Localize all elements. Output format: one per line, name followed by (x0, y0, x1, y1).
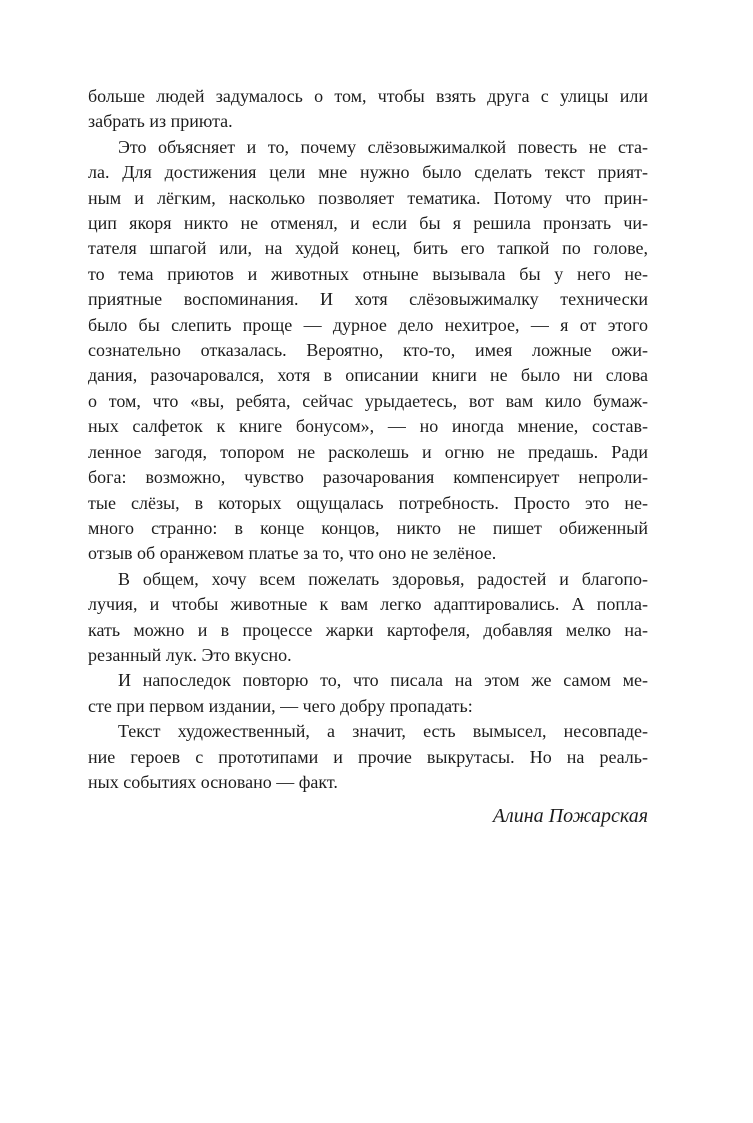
text-line: дания, разочаровался, хотя в описании книги не было ни слова (88, 365, 648, 386)
text-line: ла. Для достижения цели мне нужно было сделать текст прият- (88, 162, 648, 183)
text-line: ленное загодя, топором не расколешь и огню не предашь. Ради (88, 441, 648, 462)
paragraph (88, 719, 648, 795)
text-line: бога: возможно, чувство разочарования компенсирует непроли- (88, 467, 648, 488)
text-line: тые слёзы, в которых ощущалась потребность. Просто это не- (88, 492, 648, 513)
text-line: о том, что «вы, ребята, сейчас урыдаетесь, вот вам кило бумаж- (88, 390, 648, 411)
text-line: забрать из приюта. (88, 111, 233, 132)
author-signature: Алина Пожарская (492, 805, 648, 827)
text-line: ние героев с прототипами и прочие выкрутасы. Но на реаль- (88, 746, 648, 767)
text-line: ных событиях основано — факт. (88, 771, 338, 792)
text-line: И напоследок повторю то, что писала на этом же самом ме- (118, 670, 648, 691)
text-line: тателя шпагой или, на худой конец, бить его тапкой по голове, (88, 238, 648, 259)
body-text (88, 84, 648, 795)
text-line: лучия, и чтобы животные к вам легко адаптировались. А попла- (88, 594, 648, 615)
text-line: то тема приютов и животных отныне вызывала бы у него не- (88, 263, 648, 284)
paragraph (88, 84, 648, 135)
paragraph (88, 567, 648, 669)
text-line: приятные воспоминания. И хотя слёзовыжималку технически (88, 289, 648, 310)
text-line: сте при первом издании, — чего добру пропадать: (88, 695, 473, 716)
text-line: Это объясняет и то, почему слёзовыжималкой повесть не ста- (118, 136, 648, 157)
text-line: В общем, хочу всем пожелать здоровья, радостей и благопо- (118, 568, 648, 589)
text-line: кать можно и в процессе жарки картофеля, добавляя мелко на- (88, 619, 648, 640)
paragraph (88, 668, 648, 719)
paragraph (88, 135, 648, 567)
text-line: цип якоря никто не отменял, и если бы я решила пронзать чи- (88, 213, 648, 234)
text-line: много странно: в конце концов, никто не пишет обиженный (88, 517, 648, 538)
text-line: Текст художественный, а значит, есть вымысел, несовпаде- (118, 721, 648, 742)
text-line: ным и лёгким, насколько позволяет тематика. Потому что прин- (88, 187, 648, 208)
text-line: больше людей задумалось о том, чтобы взять друга с улицы или (88, 86, 648, 106)
text-line: было бы слепить проще — дурное дело нехитрое, — я от этого (88, 314, 648, 335)
text-line: сознательно отказалась. Вероятно, кто-то, имея ложные ожи- (88, 340, 648, 361)
text-line: резанный лук. Это вкусно. (88, 644, 292, 665)
text-line: отзыв об оранжевом платье за то, что оно не зелёное. (88, 543, 497, 564)
text-line: ных салфеток к книге бонусом», — но иногда мнение, состав- (88, 416, 648, 437)
